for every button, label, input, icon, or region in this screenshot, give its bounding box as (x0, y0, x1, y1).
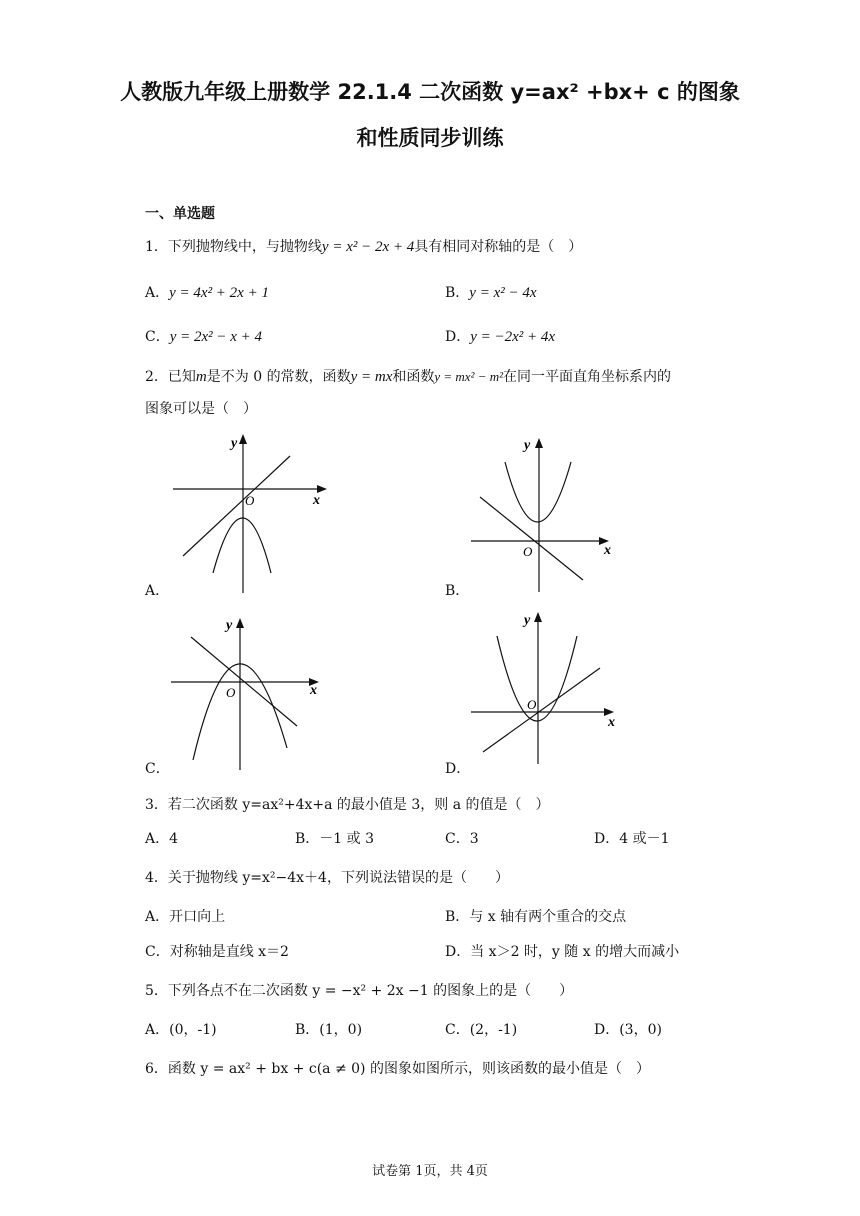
q1-prefix: 1．下列抛物线中，与抛物线 (145, 239, 322, 255)
question-3: 3．若二次函数 y=ax²+4x+a 的最小值是 3，则 a 的值是（ ） (145, 797, 550, 813)
graph-d-x-label: x (608, 715, 615, 730)
graph-d[interactable] (465, 606, 630, 766)
q2-option-a[interactable]: A． (145, 583, 170, 599)
graph-a-origin: O (245, 493, 255, 508)
graph-d-y-label: y (524, 613, 531, 628)
graph-b-y-arrow (535, 438, 543, 448)
q2-part3: 和函数 (392, 369, 435, 385)
q1-option-c-expr: y = 2x² − x + 4 (169, 329, 263, 345)
q1-option-b[interactable] (445, 282, 537, 302)
graph-b[interactable] (465, 432, 625, 596)
q1-suffix: 具有相同对称轴的是（ ） (414, 239, 583, 255)
q1-expr: y = x² − 2x + 4 (321, 239, 415, 255)
graph-a[interactable] (165, 428, 345, 596)
q1-option-d-label: D． (445, 329, 471, 345)
q1-option-b-expr: y = x² − 4x (469, 285, 537, 301)
title-line-2: 和性质同步训练 (356, 126, 504, 150)
question-4: 4．关于抛物线 y=x²−4x＋4，下列说法错误的是（ ） (145, 870, 509, 886)
question-2 (145, 366, 671, 386)
page-footer: 试卷第 1页，共 4页 (372, 1164, 488, 1179)
q3-option-d[interactable]: D．4 或－1 (594, 831, 670, 847)
q2-option-b[interactable]: B． (445, 583, 470, 599)
graph-b-x-label: x (604, 543, 611, 558)
q5-option-d[interactable]: D．(3，0) (594, 1022, 662, 1038)
q1-option-a-label: A． (145, 285, 170, 301)
question-1 (145, 236, 582, 256)
q3-option-a[interactable]: A．4 (145, 831, 179, 847)
q2-part2: 是不为 0 的常数，函数 (206, 369, 351, 385)
q1-option-b-label: B． (445, 285, 470, 301)
q3-option-b[interactable]: B．－1 或 3 (295, 831, 375, 847)
graph-a-parabola (213, 518, 271, 573)
graph-c-y-label: y (226, 618, 233, 633)
question-2-line-2: 图象可以是（ ） (145, 401, 257, 417)
graph-a-y-arrow (239, 434, 247, 444)
q3-option-c[interactable]: C．3 (445, 831, 479, 847)
graph-d-y-arrow (534, 612, 542, 622)
section-heading: 一、单选题 (145, 206, 215, 222)
q2-part1: 2．已知 (145, 369, 196, 385)
q1-option-a-expr: y = 4x² + 2x + 1 (169, 285, 269, 301)
q1-option-c[interactable] (145, 326, 262, 346)
graph-c-y-arrow (236, 618, 244, 628)
graph-a-y-label: y (231, 436, 238, 451)
q2-part4: 在同一平面直角坐标系内的 (503, 369, 672, 385)
q2-expr2: y = mx² − m² (434, 369, 504, 384)
q1-option-d[interactable] (445, 326, 555, 346)
q1-option-a[interactable] (145, 282, 269, 302)
graph-d-origin: O (527, 697, 537, 712)
question-6: 6．函数 y = ax² + bx + c(a ≠ 0) 的图象如图所示，则该函数的最小值是（ ） (145, 1061, 650, 1077)
q4-option-b[interactable]: B．与 x 轴有两个重合的交点 (445, 909, 627, 925)
q5-option-a[interactable]: A．(0，-1) (145, 1022, 217, 1038)
graph-b-y-label: y (524, 438, 531, 453)
q5-option-c[interactable]: C．(2，-1) (445, 1022, 518, 1038)
q4-option-c[interactable]: C．对称轴是直线 x＝2 (145, 944, 289, 960)
graph-a-x-arrow (317, 485, 327, 493)
graph-d-line (483, 668, 600, 752)
graph-b-origin: O (523, 544, 533, 559)
graph-c-origin: O (226, 685, 236, 700)
q2-m: m (195, 369, 207, 385)
q1-option-d-expr: y = −2x² + 4x (470, 329, 556, 345)
graph-a-x-label: x (313, 493, 320, 508)
q4-option-a[interactable]: A．开口向上 (145, 909, 226, 925)
q2-expr1: y = mx (350, 369, 393, 385)
q4-option-d[interactable]: D．当 x＞2 时，y 随 x 的增大而减小 (445, 944, 680, 960)
graph-d-parabola (497, 636, 577, 721)
graph-c[interactable] (165, 612, 335, 772)
graph-b-parabola (505, 462, 571, 522)
q2-option-d[interactable]: D． (445, 761, 471, 777)
graph-c-x-label: x (310, 683, 317, 698)
question-5: 5．下列各点不在二次函数 y = −x² + 2x −1 的图象上的是（ ） (145, 983, 574, 999)
graph-b-line (480, 497, 583, 580)
q2-option-c[interactable]: C． (145, 761, 170, 777)
graph-a-line (183, 456, 290, 556)
q1-option-c-label: C． (145, 329, 170, 345)
q5-option-b[interactable]: B．(1，0) (295, 1022, 363, 1038)
title-line-1: 人教版九年级上册数学 22.1.4 二次函数 y=ax² +bx+ c 的图象 (120, 80, 740, 104)
